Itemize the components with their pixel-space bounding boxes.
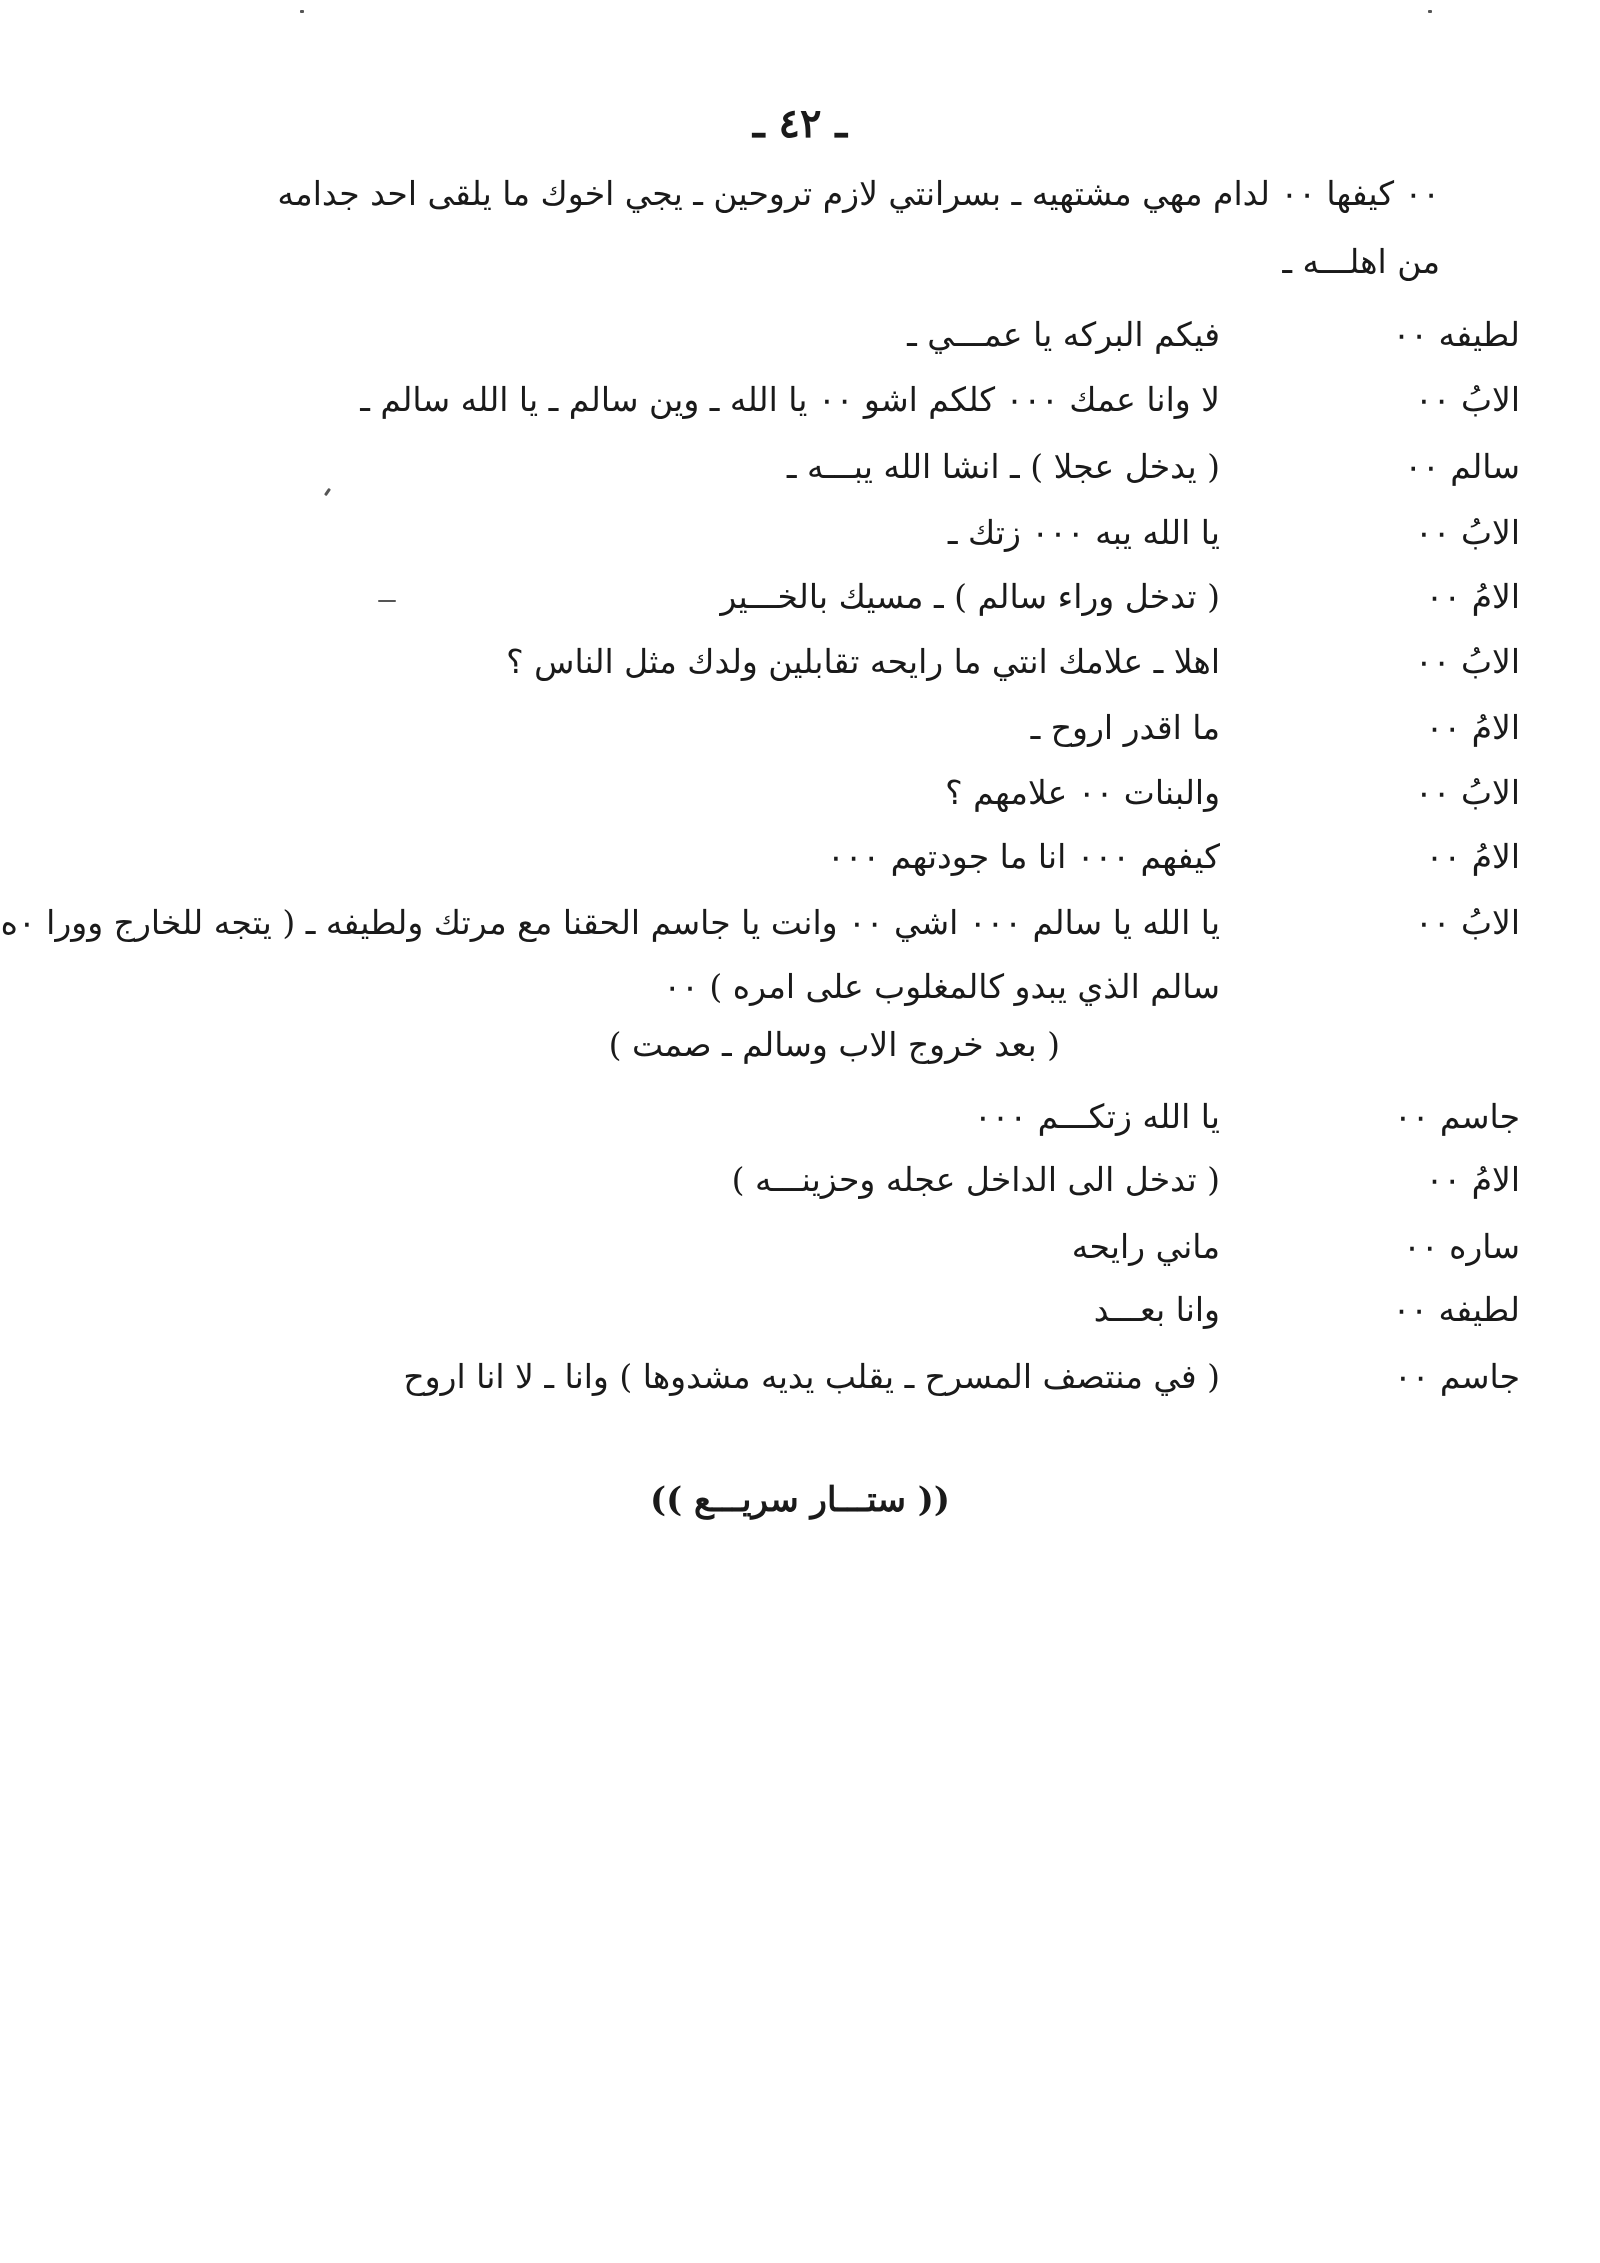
speaker-name: لطيفه ٠٠ xyxy=(1392,315,1520,354)
dialogue-row xyxy=(80,703,1520,753)
dialogue-line: ( تدخل وراء سالم ) ـ مسيك بالخـــير xyxy=(720,577,1220,616)
dialogue-row xyxy=(80,1222,1520,1272)
speaker-name: سالم ٠٠ xyxy=(1404,447,1520,486)
dialogue-line: يا الله يبه ٠٠٠ زتك ـ xyxy=(947,513,1220,552)
dialogue-line: ( تدخل الى الداخل عجله وحزينـــه ) xyxy=(731,1160,1220,1199)
scan-speck xyxy=(300,10,304,13)
dialogue-line: والبنات ٠٠ علامهم ؟ xyxy=(945,773,1220,812)
opening-line-1: ٠٠ كيفها ٠٠ لدام مهي مشتهيه ـ بسرانتي لازم تروحين ـ يجي اخوك ما يلقى احد جدامه xyxy=(277,174,1440,213)
dialogue-line: اهلا ـ علامك انتي ما رايحه تقابلين ولدك مثل الناس ؟ xyxy=(506,642,1220,681)
dialogue-row xyxy=(80,637,1520,687)
speaker-name: ساره ٠٠ xyxy=(1403,1227,1520,1266)
dialogue-line: كيفهم ٠٠٠ انا ما جودتهم ٠٠٠ xyxy=(826,837,1220,876)
speaker-name: الابُ ٠٠ xyxy=(1415,380,1520,419)
speaker-name: جاسم ٠٠ xyxy=(1393,1357,1520,1396)
dialogue-row xyxy=(80,375,1520,425)
page-number: ـ ٤٢ ـ xyxy=(752,100,848,147)
curtain-line: (( ستـــار سريـــع )) xyxy=(650,1480,950,1520)
dialogue-line: لا وانا عمك ٠٠٠ كلكم اشو ٠٠ يا الله ـ وين سالم ـ يا الله سالم ـ xyxy=(360,380,1220,419)
dialogue-line: ما اقدر اروح ـ xyxy=(1030,708,1220,747)
speaker-name: الامُ ٠٠ xyxy=(1425,708,1520,747)
dialogue-row xyxy=(80,442,1520,492)
dialogue-row xyxy=(80,1092,1520,1142)
scan-speck xyxy=(1428,10,1432,13)
dialogue-line: يا الله يا سالم ٠٠٠ اشي ٠٠ وانت يا جاسم الحقنا مع مرتك ولطيفه ـ ( يتجه للخارج وورا ٠ه xyxy=(0,903,1220,942)
dialogue-row xyxy=(80,572,1520,622)
opening-line-2: من اهلـــه ـ xyxy=(1282,242,1440,281)
dialogue-row xyxy=(80,1352,1520,1402)
dialogue-line: ( يدخل عجلا ) ـ انشا الله يبـــه ـ xyxy=(786,447,1220,486)
speaker-name: جاسم ٠٠ xyxy=(1393,1097,1520,1136)
speaker-name: الابُ ٠٠ xyxy=(1415,642,1520,681)
speaker-name: الابُ ٠٠ xyxy=(1415,513,1520,552)
dialogue-line: يا الله زتكـــم ٠٠٠ xyxy=(973,1097,1220,1136)
dialogue-line: ماني رايحه xyxy=(1071,1227,1220,1266)
dialogue-line: وانا بعـــد xyxy=(1093,1290,1220,1329)
speaker-name: الامُ ٠٠ xyxy=(1425,1160,1520,1199)
dialogue-row xyxy=(80,508,1520,558)
dialogue-continuation: سالم الذي يبدو كالمغلوب على امره ) ٠٠ xyxy=(663,967,1220,1006)
dialogue-row xyxy=(0,898,1520,948)
speaker-name: لطيفه ٠٠ xyxy=(1392,1290,1520,1329)
dialogue-line: فيكم البركه يا عمـــي ـ xyxy=(907,315,1220,354)
dialogue-line: ( في منتصف المسرح ـ يقلب يديه مشدوها ) وانا ـ لا انا اروح xyxy=(403,1357,1220,1396)
dialogue-row xyxy=(80,768,1520,818)
speaker-name: الامُ ٠٠ xyxy=(1425,577,1520,616)
speaker-name: الامُ ٠٠ xyxy=(1425,837,1520,876)
dialogue-row xyxy=(80,1285,1520,1335)
dialogue-row xyxy=(80,1155,1520,1205)
speaker-name: الابُ ٠٠ xyxy=(1415,773,1520,812)
dialogue-row xyxy=(80,832,1520,882)
stage-direction: ( بعد خروج الاب وسالم ـ صمت ) xyxy=(608,1025,1060,1064)
speaker-name: الابُ ٠٠ xyxy=(1415,903,1520,942)
dialogue-row xyxy=(80,310,1520,360)
